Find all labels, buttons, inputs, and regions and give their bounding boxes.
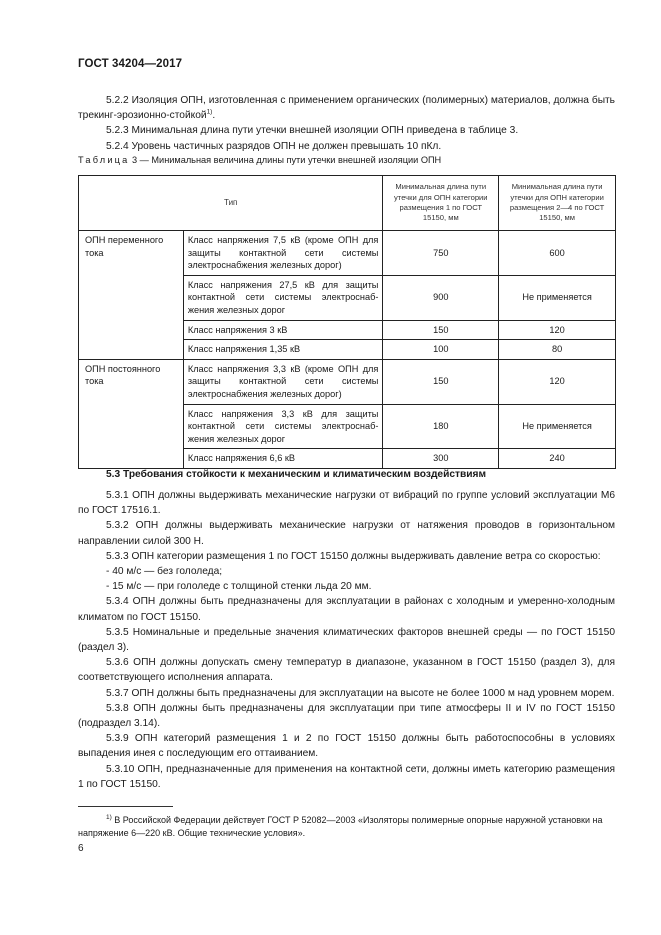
footnote-ref[interactable]: 1) (206, 108, 213, 116)
table-header-row (79, 176, 616, 231)
paragraph-5-3-4: 5.3.4 ОПН должны быть предназначены для эксплуатации в районах с холодным и умеренно-холодным климатом по ГОСТ 15150. (78, 596, 615, 623)
row-value-cat1: 180 (383, 404, 499, 449)
footnote-separator (78, 806, 173, 807)
paragraph-5-3-7: 5.3.7 ОПН должны быть предназначены для эксплуатации на высоте не более 1000 м над уровнем морем. (106, 687, 615, 699)
table-caption (78, 155, 441, 165)
paragraph-5-3-1: 5.3.1 ОПН должны выдерживать механические нагрузки от вибраций по группе условий эксплуатации М6 по ГОСТ 17516.1. (78, 490, 615, 517)
row-description: Класс напряжения 3 кВ (183, 320, 383, 340)
paragraph-5-3-3: 5.3.3 ОПН категории размещения 1 по ГОСТ 15150 должны выдерживать давление ветра со скоростью: (106, 550, 601, 562)
page-number: 6 (78, 843, 84, 854)
table-caption-text: 3 — Минимальная величина длины пути утечки внешней изоляции ОПН (132, 155, 442, 165)
document-header: ГОСТ 34204—2017 (78, 58, 183, 70)
row-description: Класс напряжения 27,5 кВ для защиты контактной сети системы электроснаб-жения железных дорог (183, 275, 383, 320)
row-value-cat2-4: Не применяется (499, 404, 616, 449)
table-row (79, 359, 616, 404)
footnote (78, 814, 615, 840)
paragraph-5-3-2: 5.3.2 ОПН должны выдерживать механические нагрузки от натяжения проводов в горизонтальном направлении силой 300 Н. (78, 520, 615, 547)
row-value-cat1: 100 (383, 340, 499, 360)
row-description: Класс напряжения 6,6 кВ (183, 449, 383, 469)
row-description: Класс напряжения 1,35 кВ (183, 340, 383, 360)
paragraph-5-2-3: 5.2.3 Минимальная длина пути утечки внешней изоляции ОПН приведена в таблице 3. (106, 125, 519, 137)
leakage-path-table (78, 175, 616, 469)
header-category-1: Минимальная длина пути утечки для ОПН категории размещения 1 по ГОСТ 15150, мм (383, 176, 499, 231)
paragraph-5-3-5: 5.3.5 Номинальные и предельные значения климатических факторов внешней среды — по ГОСТ 15150 (раздел 3). (78, 626, 615, 654)
group-ac: ОПН переменного тока (79, 231, 184, 360)
paragraph-5-3-6: 5.3.6 ОПН должны допускать смену температур в диапазоне, указанном в ГОСТ 15150 (раздел 3), для соответствующего исполнения аппарата. (78, 657, 615, 684)
row-value-cat2-4: 80 (499, 340, 616, 360)
section-5-3-title: 5.3 Требования стойкости к механическим и климатическим воздействиям (106, 469, 487, 480)
paragraph-5-2-2-end: . (212, 110, 216, 122)
row-value-cat2-4: 600 (499, 231, 616, 276)
row-value-cat2-4: 120 (499, 320, 616, 340)
section-5-2 (78, 93, 615, 154)
header-type: Тип (79, 176, 383, 231)
row-value-cat1: 150 (383, 320, 499, 340)
paragraph-5-2-2-text: 5.2.2 Изоляция ОПН, изготовленная с применением органических (полимерных) материалов, должна быть трекинг-эрозионно-стойкой (78, 95, 615, 122)
section-5-3 (78, 488, 615, 792)
table-row (79, 231, 616, 276)
row-value-cat2-4: Не применяется (499, 275, 616, 320)
paragraph-5-2-4: 5.2.4 Уровень частичных разрядов ОПН не должен превышать 10 пКл. (106, 140, 442, 152)
table-caption-label: Таблица (78, 155, 130, 165)
paragraph-5-3-9: 5.3.9 ОПН категорий размещения 1 и 2 по ГОСТ 15150 должны быть работоспособны в условиях выпадения инея с последующим его оттаиванием. (78, 733, 615, 760)
row-description: Класс напряжения 3,3 кВ для защиты контактной сети системы электроснаб-жения железных дорог (183, 404, 383, 449)
row-value-cat1: 300 (383, 449, 499, 469)
paragraph-5-2-2 (78, 93, 615, 123)
group-dc: ОПН постоянного тока (79, 359, 184, 468)
row-description: Класс напряжения 3,3 кВ (кроме ОПН для защиты контактной сети системы электроснабжения железных дорог) (183, 359, 383, 404)
list-item-wind-ice: - 15 м/с — при гололеде с толщиной стенки льда 20 мм. (106, 581, 372, 593)
row-description: Класс напряжения 7,5 кВ (кроме ОПН для защиты контактной сети системы электроснабжения железных дорог) (183, 231, 383, 276)
row-value-cat2-4: 240 (499, 449, 616, 469)
header-category-2-4: Минимальная длина пути утечки для ОПН категории размещения 2—4 по ГОСТ 15150, мм (499, 176, 616, 231)
paragraph-5-3-8: 5.3.8 ОПН должны быть предназначены для эксплуатации при типе атмосферы II и IV по ГОСТ 15150 (подраздел 3.14). (78, 702, 615, 730)
footnote-mark: 1) (106, 814, 112, 821)
list-item-wind-no-ice: - 40 м/с — без гололеда; (106, 566, 223, 578)
row-value-cat1: 900 (383, 275, 499, 320)
row-value-cat1: 750 (383, 231, 499, 276)
paragraph-5-3-10: 5.3.10 ОПН, предназначенные для применения на контактной сети, должны иметь категорию размещения 1 по ГОСТ 15150. (78, 763, 615, 790)
row-value-cat2-4: 120 (499, 359, 616, 404)
footnote-text: В Российской Федерации действует ГОСТ Р 52082—2003 «Изоляторы полимерные опорные наружной установки на напряжение 6—220 кВ. Общие технические условия». (78, 815, 603, 838)
row-value-cat1: 150 (383, 359, 499, 404)
